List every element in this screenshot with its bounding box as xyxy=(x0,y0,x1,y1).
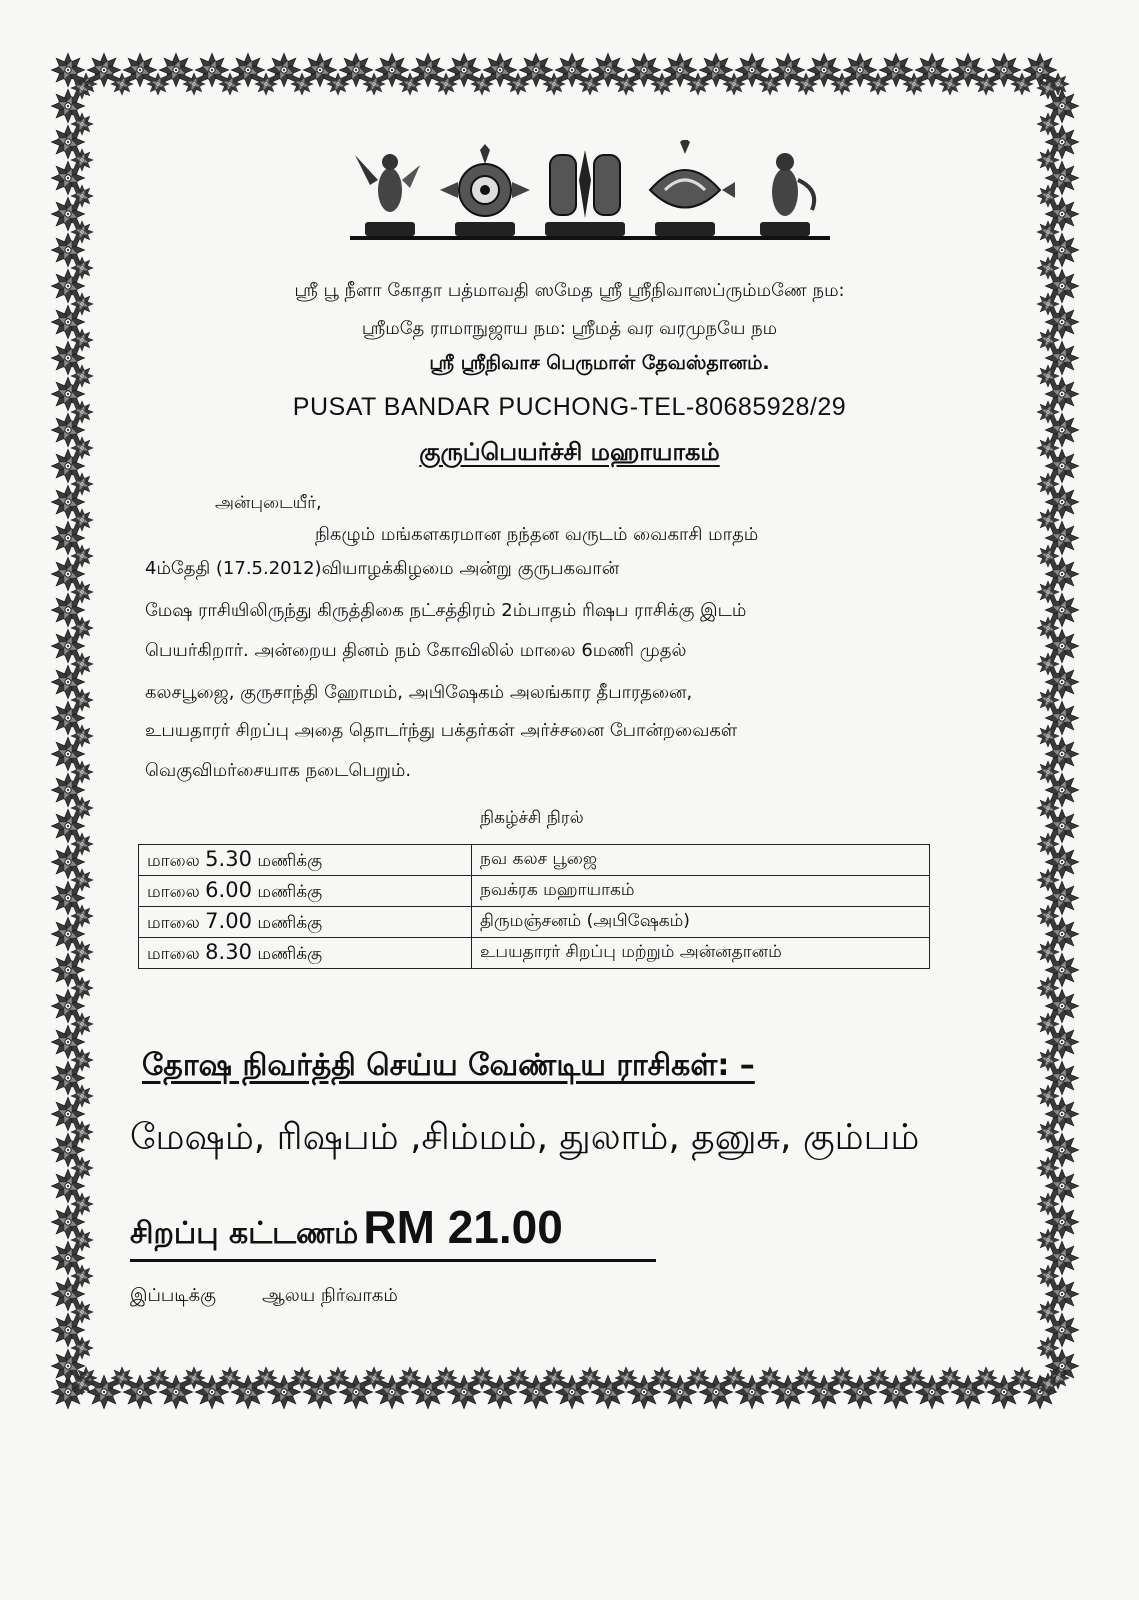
poinsettia-flower-icon xyxy=(507,73,529,95)
poinsettia-flower-icon xyxy=(71,1157,93,1179)
poinsettia-flower-icon xyxy=(399,73,421,95)
time-prefix: மாலை xyxy=(147,882,200,902)
poinsettia-flower-icon xyxy=(615,1367,637,1389)
poinsettia-flower-icon xyxy=(71,941,93,963)
event-cell: உபயதாரர் சிறப்பு மற்றும் அன்னதானம் xyxy=(472,938,930,969)
poinsettia-flower-icon xyxy=(1011,1367,1033,1389)
poinsettia-flower-icon xyxy=(71,545,93,567)
poinsettia-flower-icon xyxy=(471,73,493,95)
fee-label: சிறப்பு கட்டணம் xyxy=(130,1216,359,1251)
poinsettia-flower-icon xyxy=(183,73,205,95)
poinsettia-flower-icon xyxy=(507,1367,529,1389)
poinsettia-flower-icon xyxy=(867,73,889,95)
poinsettia-flower-icon xyxy=(71,1337,93,1359)
table-row xyxy=(139,845,930,876)
poinsettia-flower-icon xyxy=(1037,1085,1059,1107)
poinsettia-flower-icon xyxy=(1037,1229,1059,1251)
poinsettia-flower-icon xyxy=(71,1229,93,1251)
poinsettia-flower-icon xyxy=(219,1367,241,1389)
poinsettia-flower-icon xyxy=(363,1367,385,1389)
time-prefix: மாலை xyxy=(147,944,200,964)
poinsettia-flower-icon xyxy=(1037,1049,1059,1071)
poinsettia-flower-icon xyxy=(71,725,93,747)
chakra-icon xyxy=(440,144,530,236)
time-prefix: மாலை xyxy=(147,851,200,871)
page-title-text: குருப்பெயர்ச்சி மஹாயாகம் xyxy=(419,438,720,466)
poinsettia-flower-icon xyxy=(71,185,93,207)
deity-emblem xyxy=(350,140,830,250)
poinsettia-flower-icon xyxy=(399,1367,421,1389)
poinsettia-flower-icon xyxy=(1037,1013,1059,1035)
table-row xyxy=(139,907,930,938)
poinsettia-flower-icon xyxy=(1037,725,1059,747)
poinsettia-flower-icon xyxy=(543,73,565,95)
rasi-list: மேஷம், ரிஷபம் ,சிம்மம், துலாம், தனுசு, கும்பம் xyxy=(130,1117,920,1158)
poinsettia-flower-icon xyxy=(975,73,997,95)
poinsettia-flower-icon xyxy=(71,113,93,135)
poinsettia-flower-icon xyxy=(651,1367,673,1389)
poinsettia-flower-icon xyxy=(975,1367,997,1389)
greeting: அன்புடையீர், xyxy=(215,493,322,513)
poinsettia-flower-icon xyxy=(71,221,93,243)
poinsettia-flower-icon xyxy=(1037,257,1059,279)
poinsettia-flower-icon xyxy=(579,1367,601,1389)
poinsettia-flower-icon xyxy=(579,73,601,95)
poinsettia-flower-icon xyxy=(723,73,745,95)
invocation-line-1: ஸ்ரீ பூ நீளா கோதா பத்மாவதி ஸமேத ஸ்ரீ ஸ்ரீநிவாஸப்ரும்மணே நம: xyxy=(294,280,845,301)
poinsettia-flower-icon xyxy=(71,797,93,819)
poinsettia-flower-icon xyxy=(71,761,93,783)
poinsettia-flower-icon xyxy=(1037,473,1059,495)
letter-line: நிகழும் மங்களகரமான நந்தன வருடம் வைகாசி மாதம் xyxy=(315,524,759,545)
poinsettia-flower-icon xyxy=(71,149,93,171)
dosha-heading-text: தோஷ நிவர்த்தி செய்ய வேண்டிய ராசிகள்: – xyxy=(142,1048,755,1083)
poinsettia-flower-icon xyxy=(327,73,349,95)
special-fee xyxy=(130,1200,563,1255)
letter-line: பெயர்கிறார். அன்றைய தினம் நம் கோவிலில் மாலை 6மணி முதல் xyxy=(145,640,687,661)
event-cell: நவ கலச பூஜை xyxy=(472,845,930,876)
poinsettia-flower-icon xyxy=(1037,221,1059,243)
time-cell xyxy=(139,876,472,907)
fee-underline xyxy=(130,1259,656,1262)
poinsettia-flower-icon xyxy=(219,73,241,95)
poinsettia-flower-icon xyxy=(1037,977,1059,999)
poinsettia-flower-icon xyxy=(71,1121,93,1143)
poinsettia-flower-icon xyxy=(1037,545,1059,567)
time-cell xyxy=(139,845,472,876)
poinsettia-flower-icon xyxy=(363,73,385,95)
poinsettia-flower-icon xyxy=(71,257,93,279)
letter-line: வெகுவிமர்சையாக நடைபெறும். xyxy=(145,760,412,781)
poinsettia-flower-icon xyxy=(255,73,277,95)
letter-line: 4ம்தேதி (17.5.2012)வியாழக்கிழமை அன்று குருபகவான் xyxy=(145,558,620,579)
poinsettia-flower-icon xyxy=(71,1049,93,1071)
poinsettia-flower-icon xyxy=(723,1367,745,1389)
poinsettia-flower-icon xyxy=(1037,1373,1059,1395)
poinsettia-flower-icon xyxy=(1037,1301,1059,1323)
program-schedule-table xyxy=(138,844,930,969)
poinsettia-flower-icon xyxy=(1037,653,1059,675)
table-row xyxy=(139,876,930,907)
poinsettia-flower-icon xyxy=(1037,905,1059,927)
poinsettia-flower-icon xyxy=(1011,73,1033,95)
time-suffix: மணிக்கு xyxy=(257,913,323,933)
poinsettia-flower-icon xyxy=(71,833,93,855)
program-title: நிகழ்ச்சி நிரல் xyxy=(480,808,584,828)
poinsettia-flower-icon xyxy=(71,617,93,639)
poinsettia-flower-icon xyxy=(795,1367,817,1389)
poinsettia-flower-icon xyxy=(1037,77,1059,99)
poinsettia-flower-icon xyxy=(71,77,93,99)
poinsettia-flower-icon xyxy=(687,73,709,95)
poinsettia-flower-icon xyxy=(1037,833,1059,855)
poinsettia-flower-icon xyxy=(71,1085,93,1107)
poinsettia-flower-icon xyxy=(71,473,93,495)
signature-right: ஆலய நிர்வாகம் xyxy=(262,1285,398,1306)
poinsettia-flower-icon xyxy=(1037,1121,1059,1143)
poinsettia-flower-icon xyxy=(471,1367,493,1389)
poinsettia-flower-icon xyxy=(71,1301,93,1323)
poinsettia-flower-icon xyxy=(147,73,169,95)
garuda-icon xyxy=(355,154,420,236)
poinsettia-flower-icon xyxy=(1037,581,1059,603)
poinsettia-flower-icon xyxy=(183,1367,205,1389)
poinsettia-flower-icon xyxy=(867,1367,889,1389)
time-prefix: மாலை xyxy=(147,913,200,933)
time-cell xyxy=(139,938,472,969)
poinsettia-flower-icon xyxy=(903,73,925,95)
poinsettia-flower-icon xyxy=(1037,1265,1059,1287)
poinsettia-flower-icon xyxy=(831,1367,853,1389)
poinsettia-flower-icon xyxy=(1037,1157,1059,1179)
time-suffix: மணிக்கு xyxy=(257,882,323,902)
time-cell xyxy=(139,907,472,938)
poinsettia-flower-icon xyxy=(71,905,93,927)
poinsettia-flower-icon xyxy=(435,73,457,95)
poinsettia-flower-icon xyxy=(903,1367,925,1389)
poinsettia-flower-icon xyxy=(111,73,133,95)
signature-left: இப்படிக்கு xyxy=(130,1285,217,1306)
poinsettia-flower-icon xyxy=(543,1367,565,1389)
poinsettia-flower-icon xyxy=(1037,149,1059,171)
poinsettia-flower-icon xyxy=(147,1367,169,1389)
poinsettia-flower-icon xyxy=(1037,509,1059,531)
poinsettia-flower-icon xyxy=(71,869,93,891)
poinsettia-flower-icon xyxy=(327,1367,349,1389)
dosha-heading xyxy=(142,1048,755,1087)
poinsettia-flower-icon xyxy=(71,689,93,711)
time-value: 8.30 xyxy=(205,940,252,964)
table-row xyxy=(139,938,930,969)
time-suffix: மணிக்கு xyxy=(257,851,323,871)
poinsettia-flower-icon xyxy=(759,73,781,95)
poinsettia-flower-icon xyxy=(1037,617,1059,639)
poinsettia-flower-icon xyxy=(291,1367,313,1389)
poinsettia-flower-icon xyxy=(1037,1193,1059,1215)
poinsettia-flower-icon xyxy=(1037,941,1059,963)
invocation-line-2: ஸ்ரீமதே ராமாநுஜாய நம: ஸ்ரீமத் வர வரமுநயே நம xyxy=(361,318,778,339)
poinsettia-flower-icon xyxy=(71,1013,93,1035)
hanuman-icon xyxy=(760,153,814,236)
thiruman-icon xyxy=(545,150,625,236)
poinsettia-flower-icon xyxy=(71,1193,93,1215)
poinsettia-flower-icon xyxy=(795,73,817,95)
poinsettia-flower-icon xyxy=(1037,761,1059,783)
poinsettia-flower-icon xyxy=(651,73,673,95)
event-cell: திருமஞ்சனம் (அபிஷேகம்) xyxy=(472,907,930,938)
poinsettia-flower-icon xyxy=(255,1367,277,1389)
poinsettia-flower-icon xyxy=(615,73,637,95)
poinsettia-flower-icon xyxy=(939,1367,961,1389)
poinsettia-flower-icon xyxy=(71,653,93,675)
fee-amount: RM 21.00 xyxy=(363,1201,563,1253)
poinsettia-flower-icon xyxy=(435,1367,457,1389)
poinsettia-flower-icon xyxy=(111,1367,133,1389)
poinsettia-flower-icon xyxy=(831,73,853,95)
poinsettia-flower-icon xyxy=(1037,869,1059,891)
temple-name: ஸ்ரீ ஸ்ரீநிவாச பெருமாள் தேவஸ்தானம். xyxy=(429,352,770,374)
poinsettia-flower-icon xyxy=(1037,113,1059,135)
poinsettia-flower-icon xyxy=(759,1367,781,1389)
poinsettia-flower-icon xyxy=(1037,689,1059,711)
poinsettia-flower-icon xyxy=(1037,797,1059,819)
poinsettia-flower-icon xyxy=(1037,1337,1059,1359)
poinsettia-flower-icon xyxy=(71,509,93,531)
poinsettia-flower-icon xyxy=(71,1265,93,1287)
address-telephone: PUSAT BANDAR PUCHONG-TEL-80685928/29 xyxy=(292,393,847,421)
time-suffix: மணிக்கு xyxy=(257,944,323,964)
poinsettia-flower-icon xyxy=(71,1373,93,1395)
time-value: 7.00 xyxy=(205,909,252,933)
conch-icon xyxy=(650,140,735,236)
poinsettia-flower-icon xyxy=(1037,185,1059,207)
poinsettia-flower-icon xyxy=(71,581,93,603)
letter-line: கலசபூஜை, குருசாந்தி ஹோமம், அபிஷேகம் அலங்கார தீபாரதனை, xyxy=(145,682,693,703)
page-title xyxy=(0,438,1139,469)
poinsettia-flower-icon xyxy=(71,977,93,999)
poinsettia-flower-icon xyxy=(687,1367,709,1389)
time-value: 6.00 xyxy=(205,878,252,902)
letter-line: உபயதாரர் சிறப்பு அதை தொடர்ந்து பக்தர்கள் அர்ச்சனை போன்றவைகள் xyxy=(145,720,738,741)
signature xyxy=(130,1285,398,1308)
poinsettia-flower-icon xyxy=(291,73,313,95)
poinsettia-flower-icon xyxy=(939,73,961,95)
event-cell: நவக்ரக மஹாயாகம் xyxy=(472,876,930,907)
time-value: 5.30 xyxy=(205,847,252,871)
letter-line: மேஷ ராசியிலிருந்து கிருத்திகை நட்சத்திரம் 2ம்பாதம் ரிஷப ராசிக்கு இடம் xyxy=(145,600,747,621)
